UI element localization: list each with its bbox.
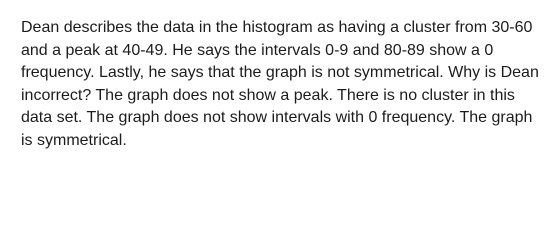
question-text: Dean describes the data in the histogram as having a cluster from 30-60 and a peak at 40-49. He says the intervals 0-9 and 80-89 show a 0 frequency. Lastly, he says that the graph is not symmetrical. Why is Dean incorrect? The graph does not show a peak. There is no cluster in this data set. The graph does not show intervals with 0 frequency. The graph is symmetrical.: [21, 19, 539, 149]
